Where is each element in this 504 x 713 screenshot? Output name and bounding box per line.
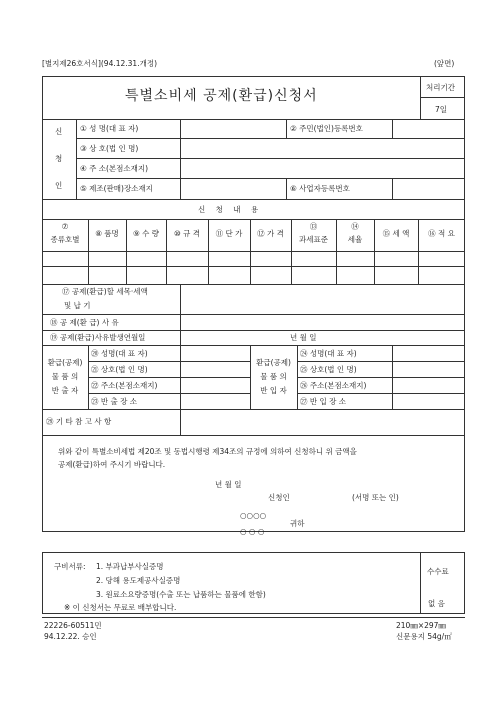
row-date-label: ⑲ 공제(환급)사유발생연월일: [50, 333, 146, 342]
applicant-label-1: 신: [55, 127, 63, 136]
declaration-office: ○○○○: [240, 511, 267, 520]
col-item-name: ⑧ 품명: [95, 229, 119, 238]
form-code: [별지제26호서식](94.12.31.개정): [42, 59, 157, 68]
vline: [250, 219, 251, 284]
col-tax-rate: 세율: [347, 235, 363, 244]
hline: [297, 377, 465, 378]
hline: [88, 377, 250, 378]
col-kind: 종류호별: [50, 235, 80, 244]
vline: [76, 119, 77, 199]
attachment-3: 3. 원료소요량증명(수출 또는 납품하는 물품에 한함): [96, 590, 266, 599]
hline: [88, 393, 250, 394]
hline: [42, 284, 465, 285]
vline: [180, 119, 181, 199]
hline: [42, 435, 465, 436]
vline: [126, 219, 127, 284]
vline: [392, 119, 393, 138]
footer-approval: 94.12.22. 승인: [44, 632, 97, 641]
footer-code: 22226-60511민: [44, 621, 102, 630]
field-address-label: ④ 주 소(본점소재지): [80, 164, 149, 173]
details-title: 신 청 내 용: [198, 205, 263, 214]
processing-value: 7일: [435, 105, 448, 114]
free-distribution-note: ※ 이 신청서는 무료로 배부합니다.: [64, 603, 177, 612]
other-notes-label: ㉘ 기 타 참 고 사 항: [46, 417, 112, 426]
shipper-place-label: ㉓ 반 출 장 소: [91, 397, 138, 406]
hline: [42, 119, 465, 120]
hline: [42, 199, 465, 200]
hline: [76, 178, 465, 179]
fee-value: 없 음: [428, 599, 445, 608]
receiver-label-2: 물 품 의: [260, 372, 287, 381]
shipper-label-1: 환급(공제): [47, 358, 83, 367]
col-unit-price: ⑪ 단 가: [215, 229, 243, 238]
receiver-company-label: ㉕ 상호(법 인 명): [300, 365, 357, 374]
shipper-label-2: 물 품 의: [51, 372, 79, 381]
col-kind-num: ⑦: [61, 222, 69, 231]
hline: [76, 138, 465, 139]
col-tax-base: 과세표준: [299, 235, 328, 244]
vline: [88, 219, 89, 284]
field-name-label: ① 성 명(대 표 자): [80, 124, 139, 133]
attachment-2: 2. 당해 용도제공사실증명: [96, 576, 181, 585]
receiver-label-1: 환급(공제): [256, 358, 291, 367]
page-side: (앞면): [434, 59, 455, 68]
fee-label: 수수료: [427, 567, 449, 576]
row-reason-label: ⑱ 공 제(환 급) 사 유: [50, 318, 119, 327]
field-company-label: ③ 상 호(법 인 명): [80, 144, 139, 153]
hline: [42, 330, 465, 331]
hline: [88, 361, 250, 362]
attachment-1: 1. 부과납부사실증명: [96, 562, 164, 571]
fee-divider: [420, 552, 421, 614]
form-title: 특별소비세 공제(환급)신청서: [125, 88, 318, 104]
col-tax-rate-num: ⑭: [351, 222, 359, 231]
declaration-to: 귀하: [290, 519, 305, 528]
footer-size: 210㎜×297㎜: [396, 621, 446, 630]
col-spec: ⑩ 규 격: [174, 229, 200, 238]
vline: [208, 219, 209, 284]
field-factory-label: ⑤ 제조(판매)장소재지: [80, 184, 153, 193]
col-remarks: ⑯ 적 요: [428, 229, 455, 238]
vline: [166, 219, 167, 284]
hline: [42, 314, 465, 315]
attachments-label: 구비서류:: [54, 562, 86, 571]
applicant-label-2: 청: [55, 154, 63, 163]
shipper-company-label: ㉑ 상호(법 인 명): [91, 365, 148, 374]
processing-label: 처리기간: [426, 83, 455, 92]
row-tax-item-label-1: ⑰ 공제(환급)할 세목·세액: [62, 287, 148, 296]
hline: [42, 266, 465, 267]
hline: [297, 361, 465, 362]
vline: [180, 409, 181, 435]
vline: [418, 219, 419, 284]
shipper-name-label: ⑳ 성명(대 표 자): [91, 349, 148, 358]
hline: [42, 251, 465, 252]
hline: [297, 393, 465, 394]
declaration-text-1: 위와 같이 특별소비세법 제20조 및 동법시행령 제34조의 규정에 의하여 신청하니 위 금액을: [58, 447, 357, 456]
footer-line: [42, 617, 465, 618]
col-quantity: ⑨ 수 량: [133, 229, 159, 238]
vline: [374, 219, 375, 284]
declaration-head: ○ ○ ○: [240, 527, 265, 536]
shipper-label-3: 반 출 자: [51, 386, 79, 395]
field-biz-no-label: ⑥ 사업자등록번호: [290, 184, 350, 193]
col-price: ⑫ 가 격: [257, 229, 284, 238]
vline: [180, 314, 181, 330]
col-tax-amount: ⑮ 세 액: [382, 229, 410, 238]
receiver-place-label: ㉗ 반 입 장 소: [300, 397, 347, 406]
applicant-label-3: 인: [55, 181, 63, 190]
hline: [42, 345, 465, 346]
col-tax-base-num: ⑬: [309, 222, 318, 231]
receiver-name-label: ㉔ 성명(대 표 자): [300, 349, 357, 358]
row-tax-item-label-2: 및 납 기: [64, 301, 91, 310]
vline: [180, 330, 181, 345]
hline: [76, 158, 465, 159]
vline: [286, 119, 287, 138]
field-resident-no-label: ② 주민(법인)등록번호: [290, 124, 363, 133]
shipper-address-label: ㉒ 주소(본점소재지): [91, 381, 158, 390]
footer-paper: 신문용지 54g/㎡: [396, 632, 452, 641]
declaration-text-2: 공제(환급)하여 주시기 바랍니다.: [58, 460, 166, 469]
vline: [286, 178, 287, 199]
hline: [42, 219, 465, 220]
declaration-applicant: 신청인: [268, 493, 290, 502]
processing-line: [420, 97, 465, 98]
vline: [180, 284, 181, 314]
receiver-label-3: 반 입 자: [260, 386, 287, 395]
vline: [392, 178, 393, 199]
hline: [42, 409, 465, 410]
receiver-address-label: ㉖ 주소(본점소재지): [300, 381, 367, 390]
declaration-date: 년 월 일: [215, 480, 242, 489]
row-date-value: 년 월 일: [290, 333, 317, 342]
declaration-sign: (서명 또는 인): [352, 493, 399, 502]
